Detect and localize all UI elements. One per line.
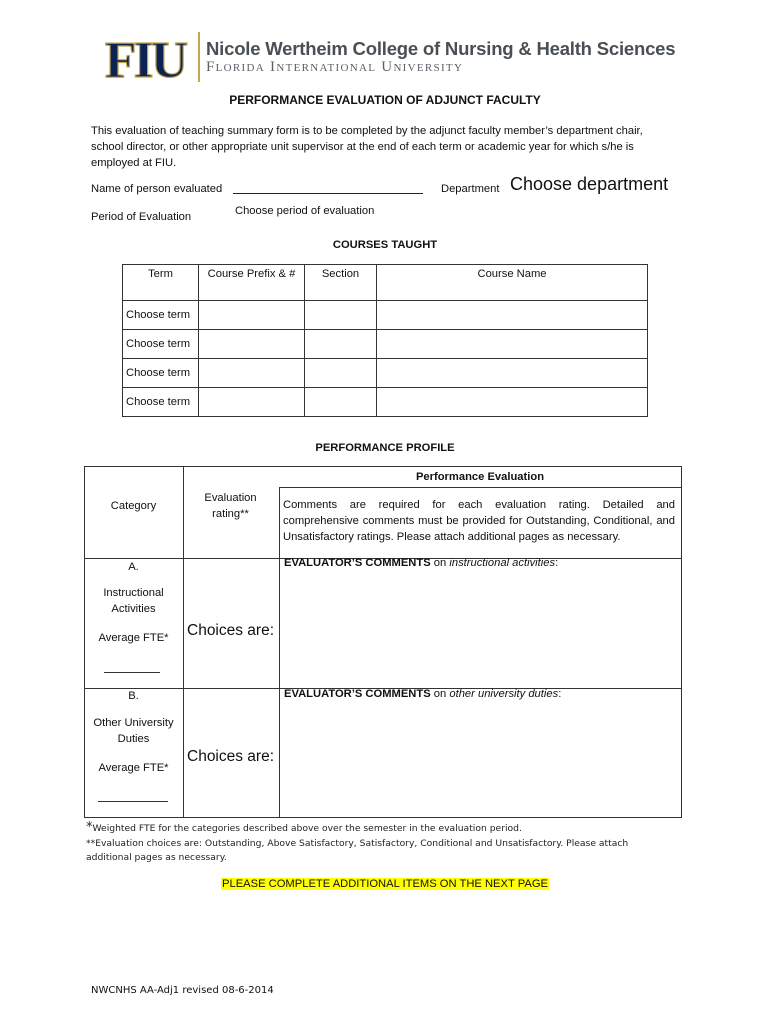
- prefix-cell[interactable]: [199, 359, 305, 388]
- section-a-comments-area[interactable]: [279, 575, 679, 683]
- course-name-cell[interactable]: [377, 388, 648, 417]
- rating-header-line1: Evaluation: [204, 492, 257, 504]
- intro-paragraph: This evaluation of teaching summary form is to be completed by the adjunct faculty member’s department chair, school director, or other appropriate unit supervisor at the end of each term or academic year for which s/he is employed at FIU.: [91, 125, 643, 169]
- university-name: Florida International University: [206, 59, 464, 75]
- section-a-comments-label: [284, 557, 558, 569]
- term-header: Term: [123, 265, 199, 301]
- section-cell[interactable]: [305, 330, 377, 359]
- choices-footnote-line2: additional pages as necessary.: [86, 852, 227, 863]
- section-a-fte-input[interactable]: [104, 672, 160, 673]
- logo-wordmark: FIU: [104, 33, 186, 83]
- page-title: PERFORMANCE EVALUATION OF ADJUNCT FACULTY: [229, 93, 541, 107]
- section-b-comments-label: [284, 688, 561, 700]
- table-row: [123, 301, 648, 330]
- section-header: Section: [305, 265, 377, 301]
- comments-colon: :: [558, 688, 562, 700]
- course-name-cell[interactable]: [377, 301, 648, 330]
- next-page-notice: [0, 878, 770, 890]
- term-select[interactable]: Choose term: [123, 359, 199, 388]
- fte-footnote-star: *: [86, 820, 93, 835]
- course-name-header: Course Name: [377, 265, 648, 301]
- table-row: [123, 330, 648, 359]
- rating-header-line2: rating**: [212, 507, 249, 520]
- comments-colon: :: [555, 557, 559, 569]
- section-b-letter: B.: [128, 690, 139, 702]
- section-cell[interactable]: [305, 301, 377, 330]
- section-b-name-line2: Duties: [117, 732, 150, 745]
- section-b-fte-label: Average FTE*: [98, 762, 169, 774]
- courses-header-row: [123, 265, 648, 301]
- rating-header: [183, 491, 278, 522]
- rule: [279, 487, 682, 488]
- section-cell[interactable]: [305, 388, 377, 417]
- comments-on: on: [433, 688, 447, 700]
- department-label: Department: [441, 183, 500, 195]
- section-a-rating-select[interactable]: Choices are:: [187, 622, 275, 639]
- choices-footnote-line1: **Evaluation choices are: Outstanding, Above Satisfactory, Satisfactory, Conditional and Unsatisfactory. Please attach: [86, 838, 629, 849]
- name-label: Name of person evaluated: [91, 183, 223, 195]
- comments-heading: EVALUATOR’S COMMENTS: [284, 688, 431, 700]
- fte-footnote-text: Weighted FTE for the categories described above over the semester in the evaluation period.: [92, 823, 522, 834]
- next-page-notice-text: PLEASE COMPLETE ADDITIONAL ITEMS ON THE NEXT PAGE: [222, 878, 548, 890]
- comments-note: Comments are required for each evaluation rating. Detailed and comprehensive comments must be provided for Outstanding, Conditional, and Unsatisfactory ratings. Please attach additional pages as necessary.: [283, 499, 675, 543]
- prefix-header: Course Prefix & #: [199, 265, 305, 301]
- section-a-name-line1: Instructional: [103, 587, 164, 599]
- comments-topic: instructional activities: [449, 557, 556, 569]
- section-cell[interactable]: [305, 359, 377, 388]
- comments-on: on: [433, 557, 447, 569]
- course-name-cell[interactable]: [377, 330, 648, 359]
- courses-title: COURSES TAUGHT: [332, 239, 438, 251]
- term-select[interactable]: Choose term: [123, 330, 199, 359]
- term-select[interactable]: Choose term: [123, 301, 199, 330]
- profile-title: PERFORMANCE PROFILE: [315, 442, 455, 454]
- section-b-comments-area[interactable]: [279, 706, 679, 814]
- performance-evaluation-header: Performance Evaluation: [415, 471, 545, 483]
- section-b-name-line1: Other University: [93, 717, 174, 729]
- period-label: Period of Evaluation: [91, 211, 192, 223]
- course-name-cell[interactable]: [377, 359, 648, 388]
- form-revision-footer: NWCNHS AA-Adj1 revised 08-6-2014: [91, 985, 274, 996]
- courses-table: [122, 264, 648, 417]
- department-select[interactable]: Choose department: [510, 174, 669, 194]
- college-name: Nicole Wertheim College of Nursing & Health Sciences: [206, 38, 676, 59]
- period-select[interactable]: Choose period of evaluation: [235, 205, 375, 217]
- fiu-logo: [98, 33, 192, 83]
- logo-divider: [198, 32, 200, 82]
- table-row: [123, 388, 648, 417]
- section-a-fte-label: Average FTE*: [98, 632, 169, 644]
- term-select[interactable]: Choose term: [123, 388, 199, 417]
- prefix-cell[interactable]: [199, 301, 305, 330]
- name-input[interactable]: [233, 181, 423, 194]
- section-a-name: [85, 586, 182, 617]
- section-b-rating-select[interactable]: Choices are:: [187, 748, 275, 765]
- section-b-fte-input[interactable]: [98, 801, 168, 802]
- comments-topic: other university duties: [449, 688, 559, 700]
- prefix-cell[interactable]: [199, 388, 305, 417]
- table-row: [123, 359, 648, 388]
- fte-footnote: [86, 820, 522, 836]
- section-b-name: [85, 716, 182, 747]
- prefix-cell[interactable]: [199, 330, 305, 359]
- section-a-letter: A.: [128, 561, 139, 573]
- comments-heading: EVALUATOR’S COMMENTS: [284, 557, 431, 569]
- category-header: Category: [110, 500, 157, 512]
- section-a-name-line2: Activities: [111, 602, 156, 615]
